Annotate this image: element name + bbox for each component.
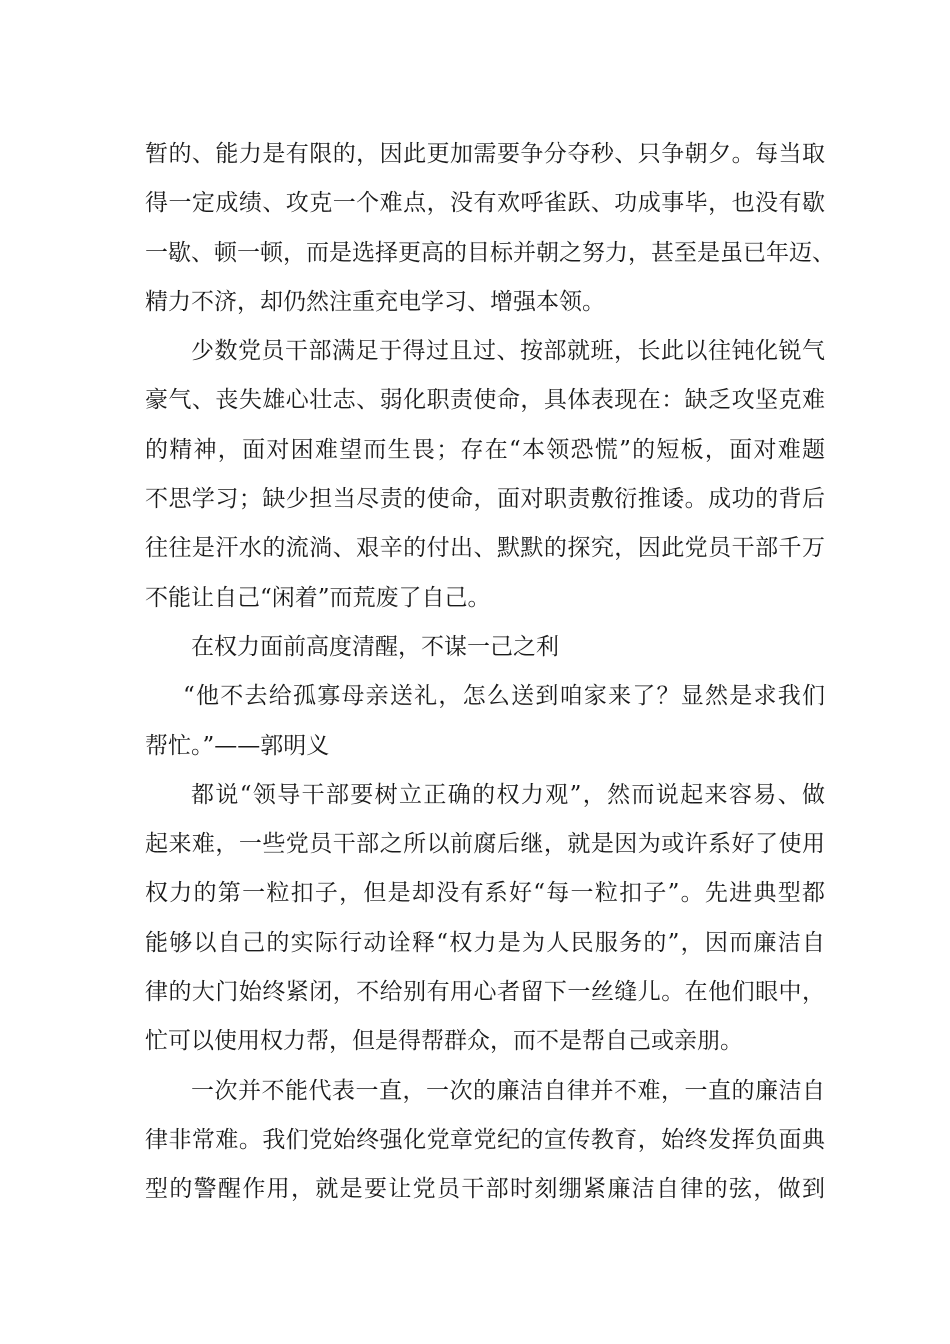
text-line: 不思学习；缺少担当尽责的使命，面对职责敷衍推诿。成功的背后 bbox=[145, 486, 825, 513]
text-line: 不能让自己“闲着”而荒废了自己。 bbox=[145, 584, 491, 611]
text-line: 精力不济，却仍然注重充电学习、增强本领。 bbox=[145, 288, 605, 315]
text-line: 型的警醒作用，就是要让党员干部时刻绷紧廉洁自律的弦，做到 bbox=[145, 1176, 825, 1203]
quote-line: 帮忙。”——郭明义 bbox=[145, 732, 330, 759]
text-line: 权力的第一粒扣子，但是却没有系好“每一粒扣子”。先进典型都 bbox=[145, 880, 825, 907]
text-line: 得一定成绩、攻克一个难点，没有欢呼雀跃、功成事毕，也没有歇 bbox=[145, 190, 825, 217]
text-line: 都说“领导干部要树立正确的权力观”，然而说起来容易、做 bbox=[191, 781, 825, 808]
text-line: 豪气、丧失雄心壮志、弱化职责使命，具体表现在：缺乏攻坚克难 bbox=[145, 387, 825, 414]
text-line: 一歇、顿一顿，而是选择更高的目标并朝之努力，甚至是虽已年迈、 bbox=[145, 239, 835, 266]
text-line: 起来难，一些党员干部之所以前腐后继，就是因为或许系好了使用 bbox=[145, 831, 825, 858]
quote-line: “他不去给孤寡母亲送礼，怎么送到咱家来了？显然是求我们 bbox=[183, 683, 825, 710]
text-line: 忙可以使用权力帮，但是得帮群众，而不是帮自己或亲朋。 bbox=[145, 1028, 743, 1055]
text-line: 的精神，面对困难望而生畏；存在“本领恐慌”的短板，面对难题 bbox=[145, 436, 825, 463]
text-line: 能够以自己的实际行动诠释“权力是为人民服务的”，因而廉洁自 bbox=[145, 929, 825, 956]
text-line: 一次并不能代表一直，一次的廉洁自律并不难，一直的廉洁自 bbox=[191, 1077, 825, 1104]
text-line: 暂的、能力是有限的，因此更加需要争分夺秒、只争朝夕。每当取 bbox=[145, 141, 825, 167]
text-line: 往往是汗水的流淌、艰辛的付出、默默的探究，因此党员干部千万 bbox=[145, 535, 825, 562]
text-line: 少数党员干部满足于得过且过、按部就班，长此以往钝化锐气 bbox=[191, 338, 825, 365]
text-line: 律的大门始终紧闭，不给别有用心者留下一丝缝儿。在他们眼中， bbox=[145, 979, 825, 1006]
section-heading: 在权力面前高度清醒，不谋一己之利 bbox=[191, 633, 559, 660]
text-line: 律非常难。我们党始终强化党章党纪的宣传教育，始终发挥负面典 bbox=[145, 1126, 825, 1153]
document-body bbox=[145, 130, 835, 1215]
